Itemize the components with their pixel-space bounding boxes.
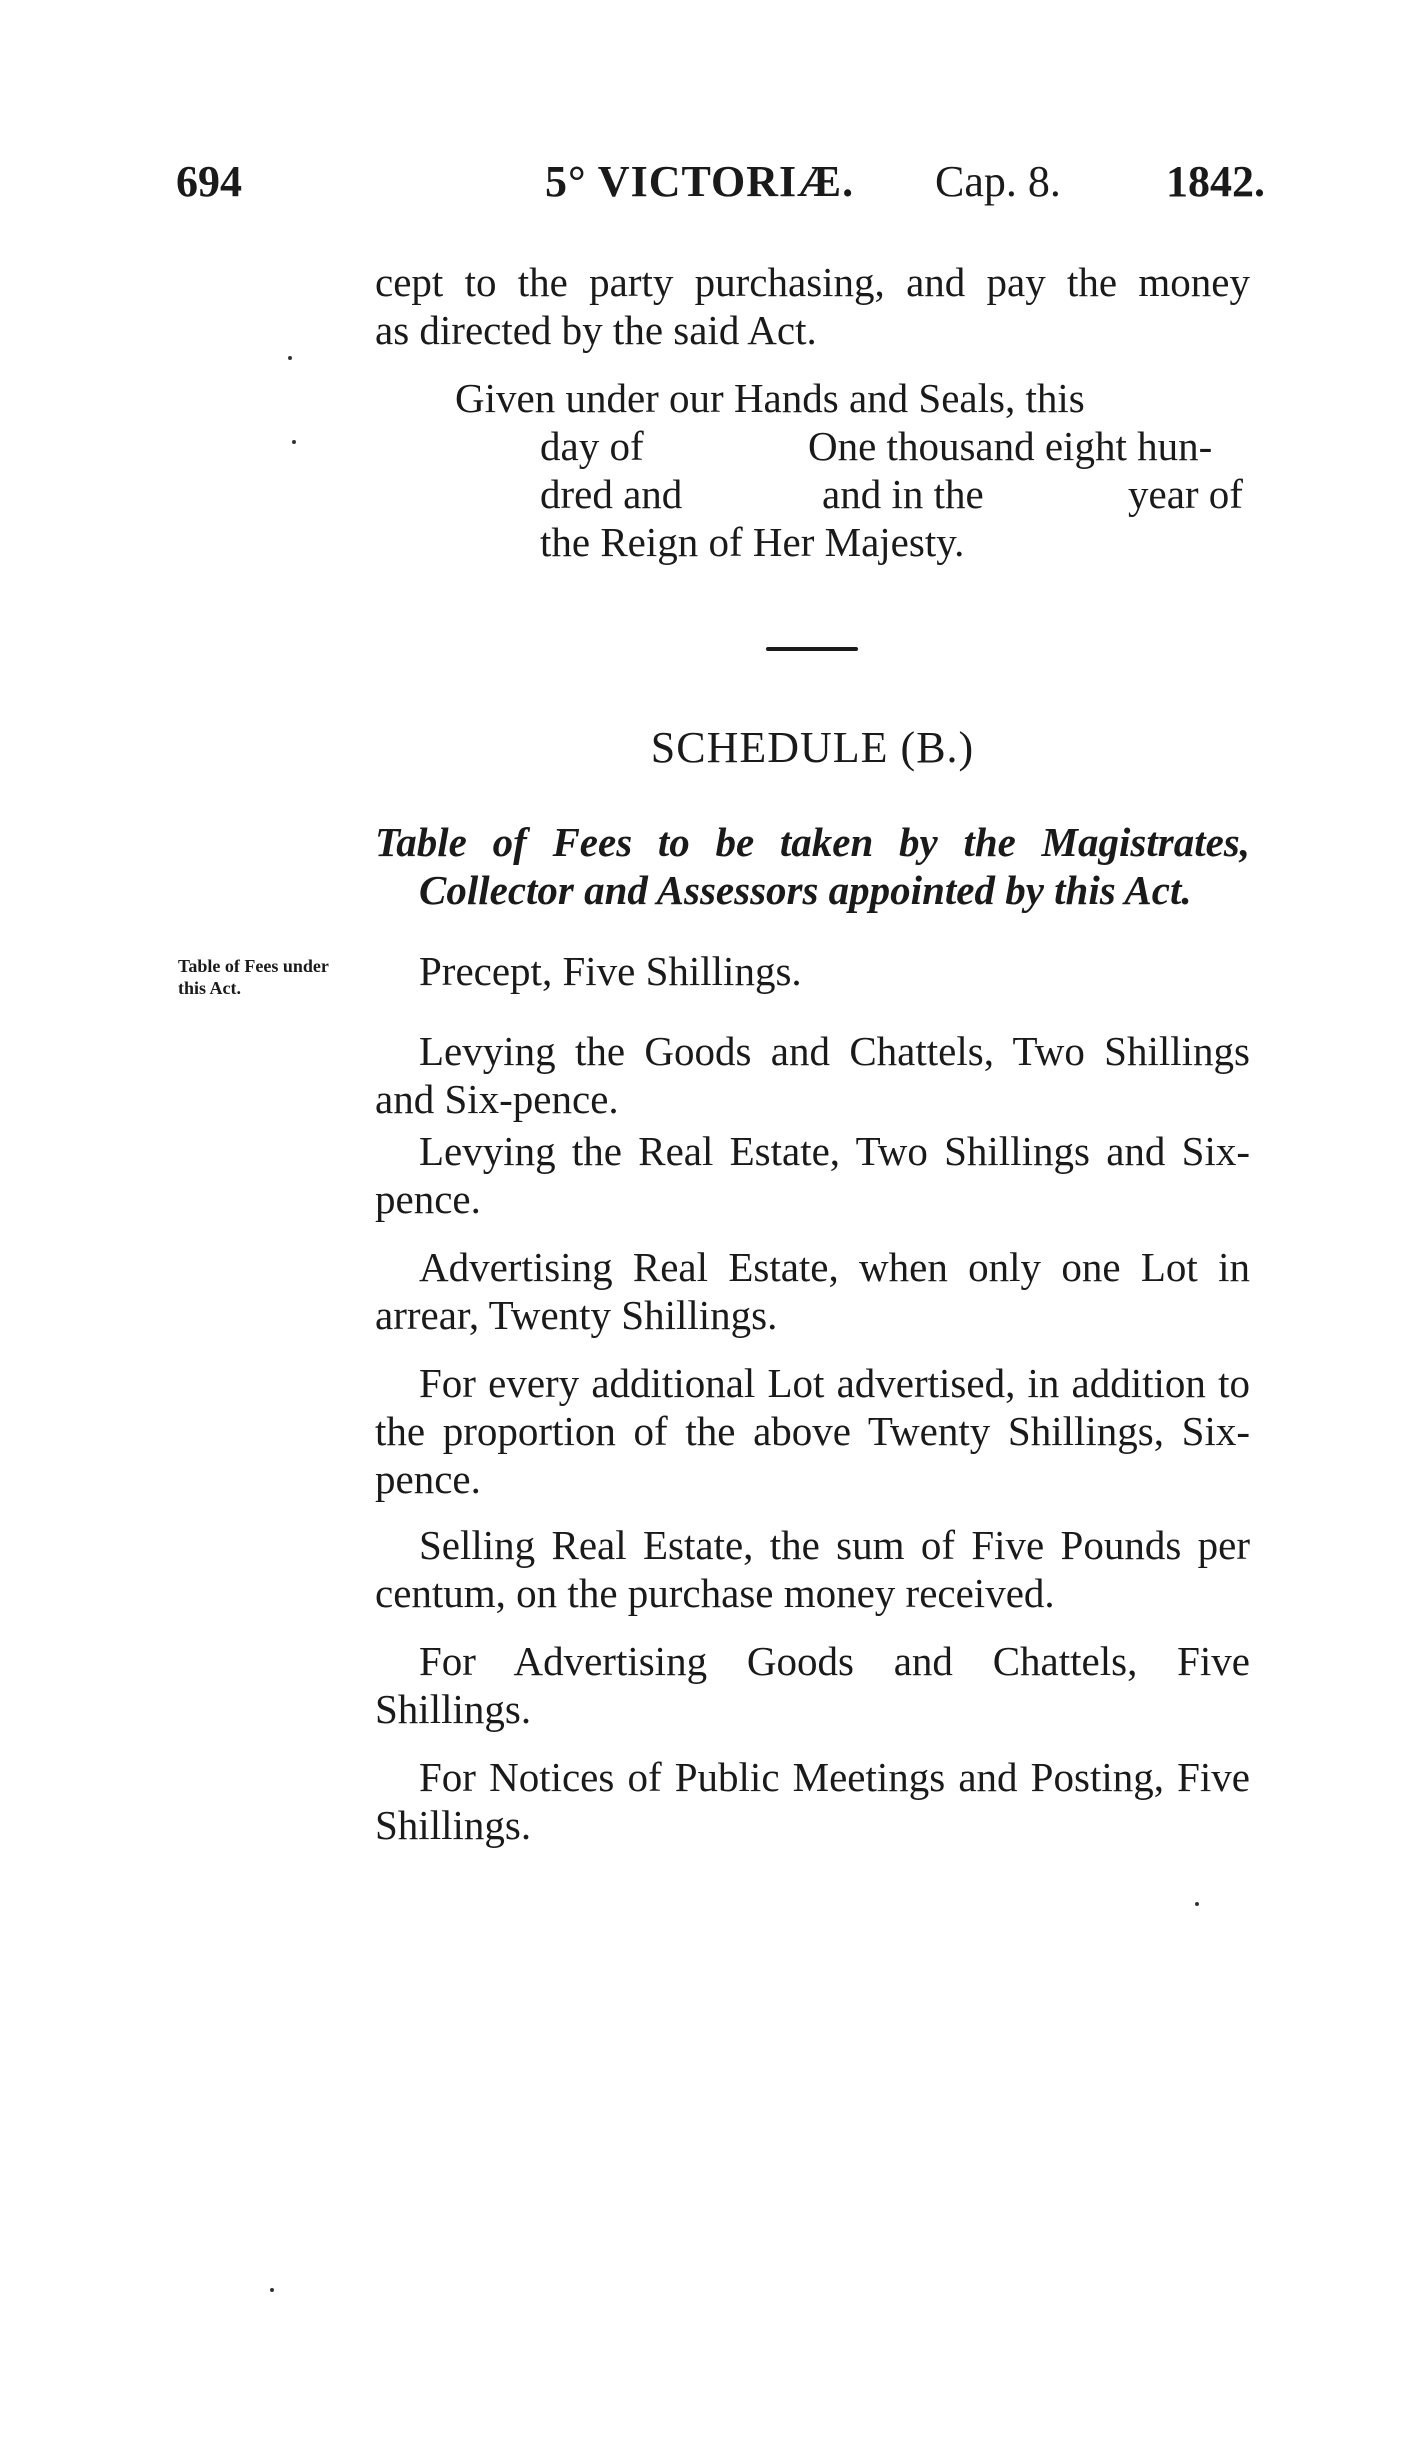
section-divider bbox=[766, 647, 858, 651]
schedule-title: SCHEDULE (B.) bbox=[650, 723, 975, 772]
year-header: 1842. bbox=[1166, 157, 1265, 206]
table-title-line-2: Collector and Assessors appointed by this Act. bbox=[419, 867, 1192, 913]
continuation-line-2: as directed by the said Act. bbox=[375, 307, 817, 353]
fee-item-selling-real-estate: Selling Real Estate, the sum of Five Pounds per centum, on the purchase money received. bbox=[375, 1522, 1250, 1616]
attestation-dred-and: dred and bbox=[540, 471, 683, 517]
fee-item-precept: Precept, Five Shillings. bbox=[419, 948, 802, 994]
attestation-line-4: the Reign of Her Majesty. bbox=[540, 519, 965, 565]
fee-item-advertising-real-estate: Advertising Real Estate, when only one Lot in arrear, Twenty Shillings. bbox=[375, 1244, 1250, 1338]
fee-item-advertising-goods: For Advertising Goods and Chattels, Five Shillings. bbox=[375, 1638, 1250, 1732]
margin-note: Table of Fees under this Act. bbox=[178, 956, 329, 998]
attestation-line-1: Given under our Hands and Seals, this bbox=[455, 375, 1085, 421]
fee-item-additional-lot: For every additional Lot advertised, in addition to the proportion of the above Twenty Shillings, Six-pence. bbox=[375, 1360, 1250, 1502]
scan-speck bbox=[1195, 1902, 1199, 1906]
fee-item-levying-goods: Levying the Goods and Chattels, Two Shillings and Six-pence. bbox=[375, 1028, 1250, 1122]
fee-item-notices: For Notices of Public Meetings and Posting, Five Shillings. bbox=[375, 1754, 1250, 1848]
page-number: 694 bbox=[176, 157, 242, 206]
chapter-header: Cap. 8. bbox=[935, 157, 1061, 206]
table-title-line-1: Table of Fees to be taken by the Magistrates, bbox=[375, 819, 1250, 865]
attestation-day-of: day of bbox=[540, 423, 644, 469]
scan-speck bbox=[270, 2288, 274, 2292]
scan-speck bbox=[292, 440, 296, 444]
scan-speck bbox=[288, 356, 292, 360]
attestation-and-in-the: and in the bbox=[822, 471, 984, 517]
continuation-line-1: cept to the party purchasing, and pay the money bbox=[375, 259, 1250, 305]
fee-item-levying-real-estate: Levying the Real Estate, Two Shillings and Six-pence. bbox=[375, 1128, 1250, 1222]
attestation-year-of: year of bbox=[1128, 471, 1243, 517]
attestation-one-thousand: One thousand eight hun- bbox=[808, 423, 1213, 469]
reign-header: 5° VICTORIÆ. bbox=[545, 157, 855, 206]
